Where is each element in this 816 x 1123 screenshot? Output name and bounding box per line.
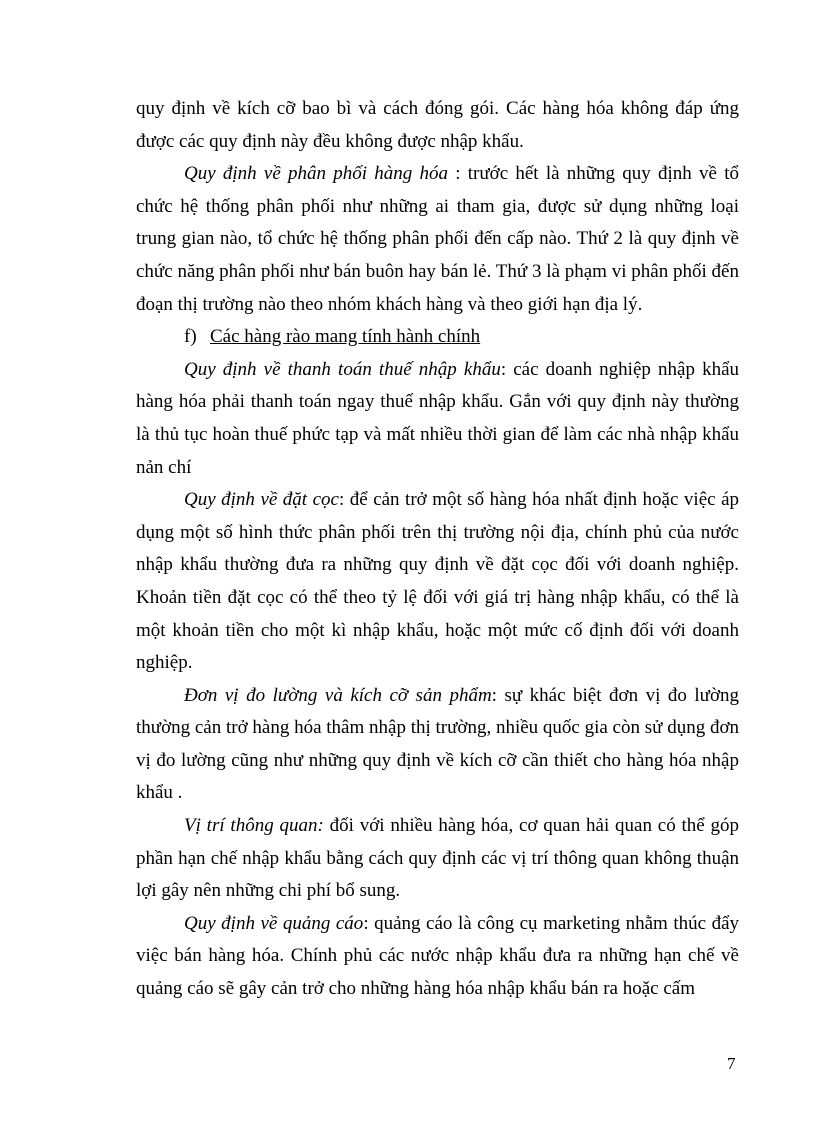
paragraph-distribution (136, 158, 739, 321)
section-marker: f) (184, 326, 197, 348)
paragraph-text: : để cản trở một số hàng hóa nhất định hoặc việc áp dụng một số hình thức phân phối trên thị trường nội địa, chính phủ của nước nhập khẩu thường đưa ra những quy định về đặt cọc đối với doanh nghiệp. Khoản tiền đặt cọc có thể theo tỷ lệ đối với giá trị hàng nhập khẩu, có thể là một khoản tiền cho một kì nhập khẩu, hoặc một mức cố định đối với doanh nghiệp. (136, 489, 739, 674)
paragraph-deposit (136, 484, 739, 680)
paragraph-text: đối với nhiều hàng hóa, cơ quan hải quan có thể góp phần hạn chế nhập khẩu bằng cách quy định các vị trí thông quan không thuận lợi gây nên những chi phí bổ sung. (136, 815, 739, 902)
paragraph-text: : quảng cáo là công cụ marketing nhằm thúc đẩy việc bán hàng hóa. Chính phủ các nước nhập khẩu đưa ra những hạn chế về quảng cáo sẽ gây cản trở cho những hàng hóa nhập khẩu bán ra hoặc cấm (136, 912, 740, 1000)
paragraph-lead: Quy định về đặt cọc (184, 489, 339, 511)
paragraph-customs-location (136, 810, 739, 908)
paragraph-import-tax (136, 354, 739, 484)
paragraph-lead: Quy định về thanh toán thuế nhập khẩu (184, 358, 501, 380)
paragraph-text: : các doanh nghiệp nhập khẩu hàng hóa phải thanh toán ngay thuế nhập khẩu. Gắn với quy định này thường là thủ tục hoàn thuế phức tạp và mất nhiều thời gian để làm các nhà nhập khẩu nản chí (136, 358, 739, 478)
paragraph-lead: Đơn vị đo lường và kích cỡ sản phẩm (184, 684, 492, 706)
paragraph-text: : sự khác biệt đơn vị đo lường thường cản trở hàng hóa thâm nhập thị trường, nhiều quốc gia còn sử dụng đơn vị đo lường cũng như những quy định về kích cỡ cần thiết cho hàng hóa nhập khẩu . (136, 684, 739, 804)
paragraph-text: : trước hết là những quy định về tổ chức hệ thống phân phối như những ai tham gia, được sử dụng những loại trung gian nào, tổ chức hệ thống phân phối đến cấp nào. Thứ 2 là quy định về chức năng phân phối như bán buôn hay bán lẻ. Thứ 3 là phạm vi phân phối đến đoạn thị trường nào theo nhóm khách hàng và theo giới hạn địa lý. (136, 163, 739, 315)
paragraph-measurement (136, 680, 739, 810)
section-title: Các hàng rào mang tính hành chính (210, 326, 481, 348)
paragraph-lead: Quy định về quảng cáo (184, 912, 364, 934)
paragraph-lead: Quy định về phân phối hàng hóa (184, 163, 448, 185)
paragraph-advertising (136, 908, 739, 1006)
paragraph-text: quy định về kích cỡ bao bì và cách đóng gói. Các hàng hóa không đáp ứng được các quy định này đều không được nhập khẩu. (136, 98, 739, 152)
page-number: 7 (727, 1054, 736, 1073)
section-heading (136, 321, 739, 354)
paragraph-lead: Vị trí thông quan: (184, 815, 324, 837)
page-body (136, 93, 739, 1006)
paragraph-continuation (136, 93, 739, 158)
